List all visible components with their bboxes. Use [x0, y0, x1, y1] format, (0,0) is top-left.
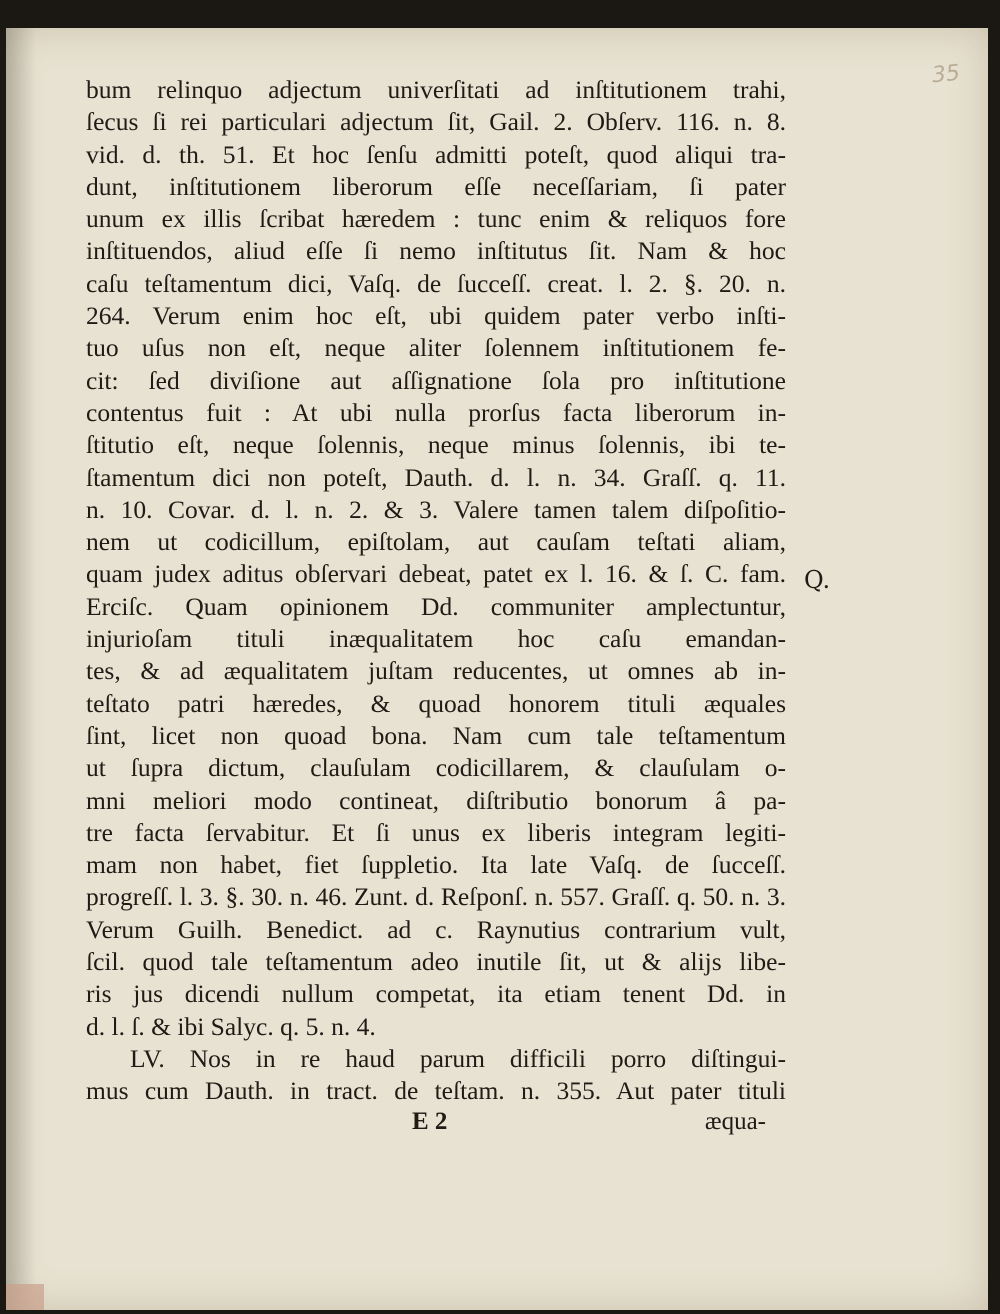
text-line: injurioſam tituli inæqualitatem hoc caſu emandan-: [86, 624, 786, 654]
text-line: ris jus dicendi nullum competat, ita etiam tenent Dd. in: [86, 979, 786, 1009]
text-line: ſcil. quod tale teſtamentum adeo inutile ſit, ut & alijs libe-: [86, 947, 786, 977]
text-line: quam judex aditus obſervari debeat, patet ex l. 16. & ſ. C. fam.: [86, 559, 786, 589]
text-line: tre facta ſervabitur. Et ſi unus ex liberis integram legiti-: [86, 817, 786, 847]
text-line: 264. Verum enim hoc eſt, ubi quidem pater verbo inſti-: [86, 301, 786, 331]
folio-number: 35: [930, 60, 962, 89]
text-line: vid. d. th. 51. Et hoc ſenſu admitti poteſt, quod aliqui tra-: [86, 139, 786, 169]
text-line: ſtitutio eſt, neque ſolennis, neque minus ſolennis, ibi te-: [86, 430, 786, 460]
corner-stain: [6, 1284, 44, 1310]
text-line: caſu teſtamentum dici, Vaſq. de ſucceſſ. creat. l. 2. §. 20. n.: [86, 268, 786, 298]
text-line: tes, & ad æqualitatem juſtam reducentes, ut omnes ab in-: [86, 656, 786, 686]
text-line: d. l. ſ. & ibi Salyc. q. 5. n. 4.: [86, 1011, 376, 1041]
section-heading-line: LV. Nos in re haud parum difficili porro diſtingui-: [130, 1043, 786, 1073]
text-line: Verum Guilh. Benedict. ad c. Raynutius contrarium vult,: [86, 914, 786, 944]
text-line: ſint, licet non quoad bona. Nam cum tale teſtamentum: [86, 720, 786, 750]
text-line: bum relinquo adjectum univerſitati ad inſtitutionem trahi,: [86, 75, 786, 104]
text-line: ſecus ſi rei particulari adjectum ſit, Gail. 2. Obſerv. 116. n. 8.: [86, 107, 786, 137]
text-line: dunt, inſtitutionem liberorum eſſe neceſſariam, ſi pater: [86, 171, 786, 201]
text-line: tuo uſus non eſt, neque aliter ſolennem inſtitutionem fe-: [86, 333, 786, 363]
text-line: mam non habet, fiet ſuppletio. Ita late Vaſq. de ſucceſſ.: [86, 850, 786, 880]
text-line: contentus fuit : At ubi nulla prorſus facta liberorum in-: [86, 397, 786, 427]
body-text: [86, 74, 786, 1108]
text-line: ſtamentum dici non poteſt, Dauth. d. l. n. 34. Graſſ. q. 11.: [86, 462, 786, 492]
text-line: cit: ſed diviſione aut aſſignatione ſola pro inſtitutione: [86, 365, 786, 395]
text-line: Erciſc. Quam opinionem Dd. communiter amplectuntur,: [86, 591, 786, 621]
text-line: teſtato patri hæredes, & quoad honorem tituli æquales: [86, 688, 786, 718]
page-footer: [86, 1108, 766, 1144]
text-line: unum ex illis ſcribat hæredem : tunc enim & reliquos fore: [86, 204, 786, 234]
text-line: ut ſupra dictum, clauſulam codicillarem, & clauſulam o-: [86, 753, 786, 783]
margin-note: Q.: [804, 566, 831, 594]
text-line: n. 10. Covar. d. l. n. 2. & 3. Valere tamen talem diſpoſitio-: [86, 494, 786, 524]
catchword: æqua-: [704, 1108, 766, 1135]
signature-mark: E 2: [412, 1108, 448, 1135]
text-line: inſtituendos, aliud eſſe ſi nemo inſtitutus ſit. Nam & hoc: [86, 236, 786, 266]
text-line: mus cum Dauth. in tract. de teſtam. n. 355. Aut pater tituli: [86, 1076, 786, 1106]
text-line: mni meliori modo contineat, diſtributio bonorum â pa-: [86, 785, 786, 815]
text-line: nem ut codicillum, epiſtolam, aut cauſam teſtati aliam,: [86, 527, 786, 557]
text-line: progreſſ. l. 3. §. 30. n. 46. Zunt. d. Reſponſ. n. 557. Graſſ. q. 50. n. 3.: [86, 882, 786, 912]
spine-shadow: [6, 28, 36, 1310]
